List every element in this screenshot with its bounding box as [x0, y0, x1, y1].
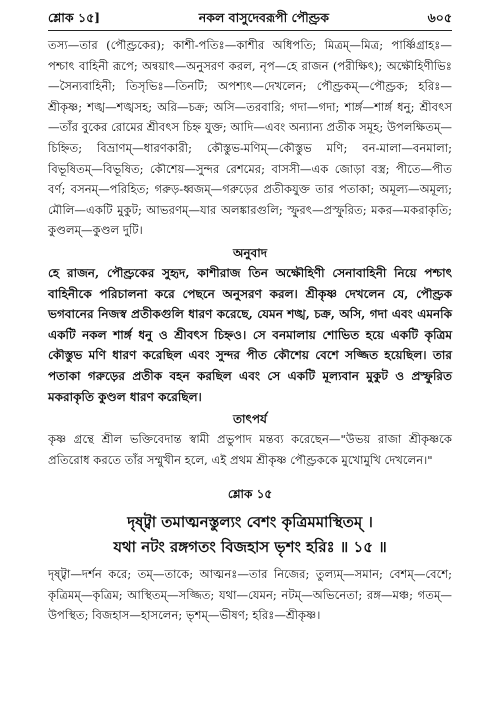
- page-number: ৬০৫: [427, 10, 452, 25]
- verse-label: শ্লোক ১৫: [227, 487, 273, 502]
- running-header: [48, 10, 452, 30]
- word-synonyms-bottom: দৃষ্ট্বা—দর্শন করে; তম্—তাকে; আত্মনঃ—তার নিজের; তুল্যম্—সমান; বেশম্—বেশে; কৃত্রিমম্—কৃত্রিম; আস্থিতম্—সজ্জিত; যথা—যেমন; নটম্—অভিনেতা; রঙ্গ—মঞ্চ; গতম্—উপস্থিত; বিজহাস—হাসলেন; ভৃশম্—ভীষণ; হরিঃ—শ্রীকৃষ্ণ।: [48, 567, 452, 623]
- header-rule: [48, 30, 452, 31]
- translation-heading: অনুবাদ: [232, 245, 268, 260]
- book-page: [48, 10, 452, 626]
- header-chapter-title: নকল বাসুদেবরূপী পৌণ্ড্রক: [198, 10, 329, 25]
- verse-line-2: যথা নটং রঙ্গগতং বিজহাস ভৃশং হরিঃ ॥ ১৫ ॥: [113, 538, 387, 557]
- translation-text: হে রাজন, পৌণ্ড্রকের সুহৃদ, কাশীরাজ তিন অক্ষৌহিণী সেনাবাহিনী নিয়ে পশ্চাৎ বাহিনীকে পরিচালনা করে পেছনে অনুসরণ করল। শ্রীকৃষ্ণ দেখলেন যে, পৌণ্ড্রক ভগবানের নিজস্ব প্রতীকগুলি ধারণ করেছে, যেমন শঙ্খ, চক্র, অসি, গদা এবং এমনকি একটি নকল শার্ঙ্গ ধনু ও শ্রীবৎস চিহ্নও। সে বনমালায় শোভিত হয়ে একটি কৃত্রিম কৌস্তুভ মণি ধারণ করেছিল এবং সুন্দর পীত কৌশেয় বেশে সজ্জিত হয়েছিল। তার পতাকা গরুড়ের প্রতীক বহন করছিল এবং সে একটি মূল্যবান মুকুট ও প্রস্ফুরিত মকরাকৃতি কুণ্ডল ধারণ করেছিল।: [48, 265, 452, 404]
- verse-line-1: দৃষ্ট্বা তমাত্মনস্তুল্যং বেশং কৃত্রিমমাস্থিতম্ ।: [127, 513, 373, 532]
- purport-text: কৃষ্ণ গ্রন্থে শ্রীল ভক্তিবেদান্ত স্বামী প্রভুপাদ মন্তব্য করেছেন—"উভয় রাজা শ্রীকৃষ্ণকে প্রতিরোধ করতে তাঁর সম্মুখীন হলে, এই প্রথম শ্রীকৃষ্ণ পৌণ্ড্রককে মুখোমুখি দেখলেন।": [48, 432, 452, 467]
- purport-heading: তাৎপর্য: [233, 412, 267, 427]
- header-verse-ref: শ্লোক ১৫]: [48, 10, 101, 25]
- word-synonyms-top: তস্য—তার (পৌণ্ড্রকের); কাশী-পতিঃ—কাশীর অধিপতি; মিত্রম্—মিত্র; পার্ষ্ণিগ্রাহঃ—পশ্চাৎ বাহিনী রূপে; অন্বয়াৎ—অনুসরণ করল, নৃপ—হে রাজন (পরীক্ষিৎ); অক্ষৌহিণীভিঃ—সৈন্যবাহিনী; তিসৃভিঃ—তিনটি; অপশ্যৎ—দেখলেন; পৌণ্ড্রকম্—পৌণ্ড্রক; হরিঃ—শ্রীকৃষ্ণ; শঙ্খ—শঙ্খসহ; অরি—চক্র; অসি—তরবারি; গদা—গদা; শার্ঙ্গ—শার্ঙ্গ ধনু; শ্রীবৎস—তাঁর বুকের রোমের শ্রীবৎস চিহ্ন যুক্ত; আদি—এবং অন্যান্য প্রতীক সমূহ; উপলক্ষিতম্—চিহ্নিত; বিভ্রাণম্—ধারণকারী; কৌস্তুভ-মণিম্—কৌস্তুভ মণি; বন-মালা—বনমালা; বিভূষিতম্—বিভূষিত; কৌশেয়—সুন্দর রেশমের; বাসসী—এক জোড়া বস্ত্র; পীতে—পীত বর্ণ; বসনম্—পরিহিত; গরুড়-ধ্বজম্—গরুড়ের প্রতীকযুক্ত তার পতাকা; অমূল্য—অমূল্য; মৌলি—একটি মুকুট; আভরণম্—যার অলঙ্কারগুলি; স্ফুরৎ—প্রস্ফুরিত; মকর—মকরাকৃতি; কুণ্ডলম্—কুণ্ডল দুটি।: [48, 38, 452, 238]
